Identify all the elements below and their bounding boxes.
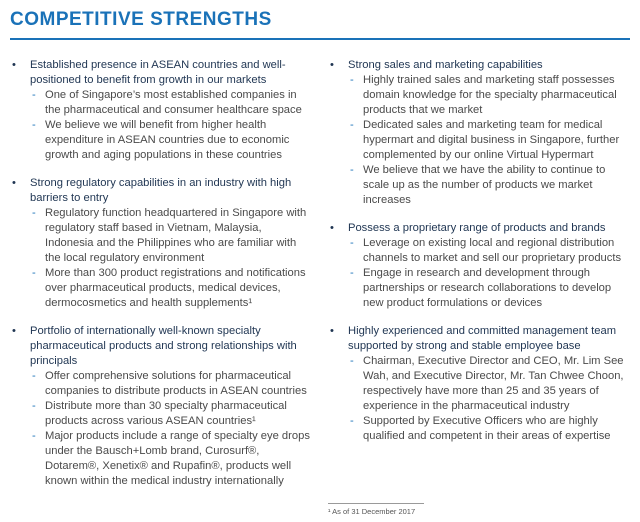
- point-text: Regulatory function headquartered in Singapore with regulatory staff based in Vietnam, Malaysia, Indonesia and the Philippines who are familiar with the local regulatory environment: [45, 207, 307, 264]
- point-text: Dedicated sales and marketing team for medical hypermart and digital business in Singapore, further complemented by our online Virtual Hypermart: [363, 119, 620, 161]
- point-text: One of Singapore’s most established companies in the pharmaceutical and consumer healthcare space: [45, 89, 302, 116]
- bullet-icon: •: [12, 59, 16, 71]
- strength-section: [328, 324, 632, 444]
- dash-icon: -: [350, 237, 354, 249]
- heading-text: Possess a proprietary range of products and brands: [348, 222, 606, 234]
- section-heading: [10, 324, 310, 369]
- strength-section: [328, 58, 632, 208]
- dash-icon: -: [350, 355, 354, 367]
- dash-icon: -: [350, 164, 354, 176]
- bullet-icon: •: [330, 222, 334, 234]
- section-heading: [328, 221, 632, 236]
- heading-text: Strong regulatory capabilities in an industry with high barriers to entry: [30, 177, 292, 204]
- dash-icon: -: [350, 74, 354, 86]
- section-heading: [328, 324, 632, 354]
- footnote-divider: [328, 503, 424, 504]
- point-text: Chairman, Executive Director and CEO, Mr. Lim See Wah, and Executive Director, Mr. Tan Chwee Choon, respectively have more than 25 and 35 years of experience in the pharmaceutical industry: [363, 355, 624, 412]
- sub-point: [328, 414, 632, 444]
- sub-point: [328, 236, 632, 266]
- section-heading: [328, 58, 632, 73]
- strength-section: [10, 324, 310, 489]
- point-text: Highly trained sales and marketing staff possesses domain knowledge for the specialty pharmaceutical products that we market: [363, 74, 617, 116]
- dash-icon: -: [350, 119, 354, 131]
- right-column: [328, 58, 632, 457]
- section-heading: [10, 176, 310, 206]
- point-text: We believe we will benefit from higher health expenditure in ASEAN countries due to economic growth and aging populations in these countries: [45, 119, 290, 161]
- sub-point: [10, 369, 310, 399]
- strength-section: [328, 221, 632, 311]
- dash-icon: -: [32, 119, 36, 131]
- sub-point: [10, 118, 310, 163]
- heading-text: Highly experienced and committed management team supported by strong and stable employee base: [348, 325, 617, 352]
- bullet-icon: •: [12, 325, 16, 337]
- point-text: More than 300 product registrations and notifications over pharmaceutical products, medical devices, dermocosmetics and health supplements¹: [45, 267, 306, 309]
- bullet-icon: •: [330, 59, 334, 71]
- sub-point: [328, 354, 632, 414]
- sub-point: [10, 88, 310, 118]
- sub-point: [10, 429, 310, 489]
- sub-point: [10, 399, 310, 429]
- dash-icon: -: [350, 415, 354, 427]
- point-text: Distribute more than 30 specialty pharmaceutical products across various ASEAN countries¹: [45, 400, 287, 427]
- heading-text: Established presence in ASEAN countries and well-positioned to benefit from growth in our markets: [30, 59, 286, 86]
- dash-icon: -: [32, 370, 36, 382]
- left-column: [10, 58, 310, 502]
- dash-icon: -: [32, 267, 36, 279]
- point-text: Leverage on existing local and regional distribution channels to market and sell our proprietary products: [363, 237, 622, 264]
- heading-text: Strong sales and marketing capabilities: [348, 59, 543, 71]
- point-text: Engage in research and development through partnerships or research collaborations to develop new product formulations or devices: [363, 267, 612, 309]
- point-text: Supported by Executive Officers who are highly qualified and competent in their areas of expertise: [363, 415, 611, 442]
- point-text: Offer comprehensive solutions for pharmaceutical companies to distribute products in ASEAN countries: [45, 370, 307, 397]
- sub-point: [10, 206, 310, 266]
- sub-point: [328, 73, 632, 118]
- sub-point: [10, 266, 310, 311]
- bullet-icon: •: [330, 325, 334, 337]
- dash-icon: -: [32, 430, 36, 442]
- sub-point: [328, 163, 632, 208]
- page-title: COMPETITIVE STRENGTHS: [10, 9, 272, 30]
- footnote: ¹ As of 31 December 2017: [328, 507, 416, 516]
- strength-section: [10, 58, 310, 163]
- title-underline: [10, 38, 630, 40]
- dash-icon: -: [32, 89, 36, 101]
- point-text: Major products include a range of specialty eye drops under the Bausch+Lomb brand, Curosurf®, Dotarem®, Xenetix® and Rupafin®, products well known within the medical industry internationally: [45, 430, 310, 487]
- strength-section: [10, 176, 310, 311]
- dash-icon: -: [32, 207, 36, 219]
- sub-point: [328, 266, 632, 311]
- heading-text: Portfolio of internationally well-known specialty pharmaceutical products and strong relationships with principals: [30, 325, 297, 367]
- dash-icon: -: [32, 400, 36, 412]
- section-heading: [10, 58, 310, 88]
- sub-point: [328, 118, 632, 163]
- dash-icon: -: [350, 267, 354, 279]
- bullet-icon: •: [12, 177, 16, 189]
- point-text: We believe that we have the ability to continue to scale up as the number of products we market increases: [363, 164, 606, 206]
